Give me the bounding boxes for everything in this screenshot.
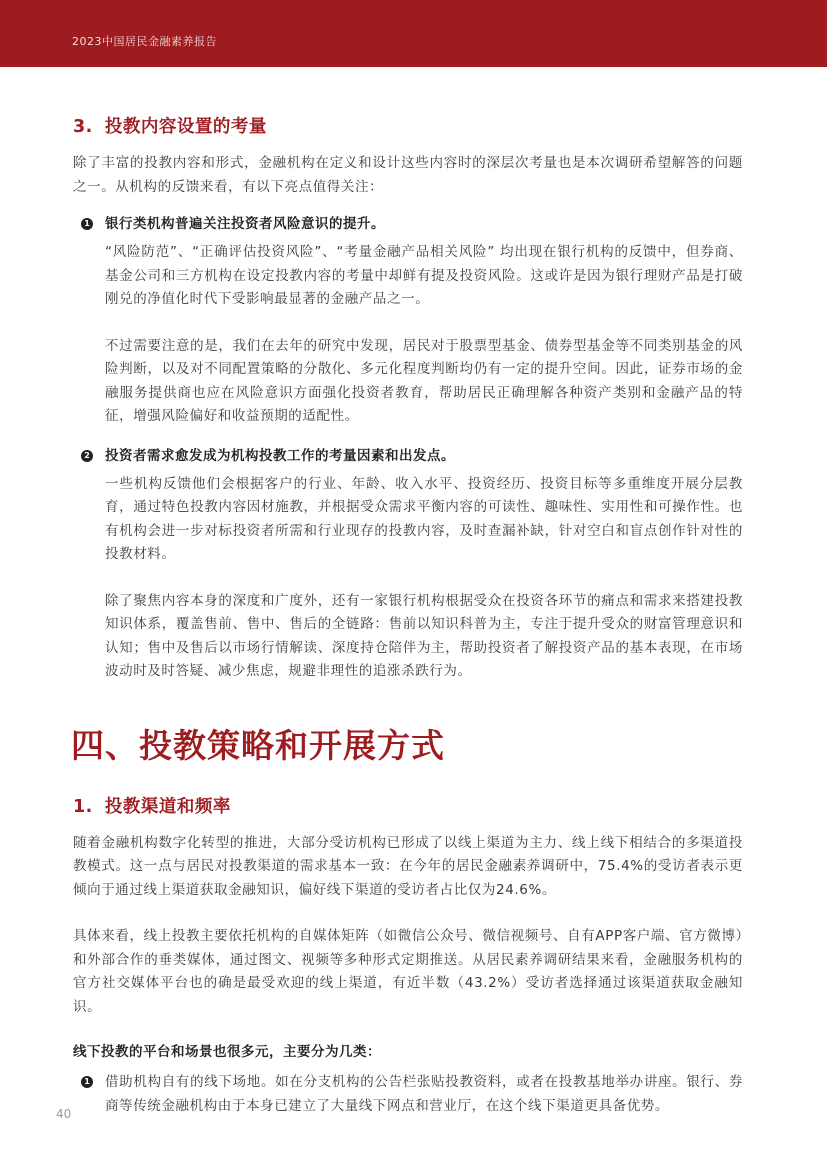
number-badge-icon: 1 [81,218,93,230]
number-badge-icon: 1 [81,1076,93,1088]
page-number: 40 [56,1107,72,1121]
section-number: 1. [73,796,93,817]
list-item [73,445,743,467]
bullet-body [73,473,743,684]
chapter-title: 四、投教策略和开展方式 [71,725,445,765]
page-header [0,0,827,67]
paragraph: 不过需要注意的是，我们在去年的研究中发现，居民对于股票型基金、债券型基金等不同类别基金的风险判断，以及对不同配置策略的分散化、多元化程度判断均仍有一定的提升空间。因此，证券市场的金融服务提供商也应在风险意识方面强化投资者教育，帮助居民正确理解各种资产类别和金融产品的特征，增强风险偏好和收益预期的适配性。 [105,337,743,424]
paragraph: 除了聚焦内容本身的深度和广度外，还有一家银行机构根据受众在投资各环节的痛点和需求来搭建投教知识体系，覆盖售前、售中、售后的全链路：售前以知识科普为主，专注于提升受众的财富管理意识和认知；售中及售后以市场行情解读、深度持仓陪伴为主，帮助投资者了解投资产品的基本表现，在市场波动时及时答疑、减少焦虑，规避非理性的追涨杀跌行为。 [105,592,743,679]
paragraph: “风险防范”、“正确评估投资风险”、“考量金融产品相关风险” 均出现在银行机构的反馈中，但券商、基金公司和三方机构在设定投教内容的考量中却鲜有提及投资风险。这或许是因为银行理财产品是打破刚兑的净值化时代下受影响最显著的金融产品之一。 [105,244,743,307]
list-item [73,213,743,235]
paragraph: 借助机构自有的线下场地。如在分支机构的公告栏张贴投教资料，或者在投教基地举办讲座。银行、券商等传统金融机构由于本身已建立了大量线下网点和营业厅，在这个线下渠道更具备优势。 [105,1074,743,1114]
bullet-title: 银行类机构普遍关注投资者风险意识的提升。 [105,216,385,232]
paragraph: 一些机构反馈他们会根据客户的行业、年龄、收入水平、投资经历、投资目标等多重维度开展分层教育，通过特色投教内容因材施教，并根据受众需求平衡内容的可读性、趣味性、实用性和可操作性。也有机构会进一步对标投资者所需和行业现存的投教内容，及时查漏补缺，针对空白和盲点创作针对性的投教材料。 [105,475,743,562]
paragraph: 随着金融机构数字化转型的推进，大部分受访机构已形成了以线上渠道为主力、线上线下相结合的多渠道投教模式。这一点与居民对投教渠道的需求基本一致：在今年的居民金融素养调研中，75.4%的受访者表示更倾向于通过线上渠道获取金融知识，偏好线下渠道的受访者占比仅为24.6%。 [73,834,743,898]
section-intro: 除了丰富的投教内容和形式，金融机构在定义和设计这些内容时的深层次考量也是本次调研希望解答的问题之一。从机构的反馈来看，有以下亮点值得关注： [73,155,743,195]
report-title: 2023中国居民金融素养报告 [72,35,217,48]
number-badge-icon: 2 [81,450,93,462]
bullet-body [73,241,743,429]
section-number: 3. [73,117,93,137]
section-heading [73,793,743,818]
section-title: 投教渠道和频率 [104,796,231,817]
list-item [73,1071,743,1118]
paragraph: 具体来看，线上投教主要依托机构的自媒体矩阵（如微信公众号、微信视频号、自有APP客户端、官方微博）和外部合作的垂类媒体，通过图文、视频等多种形式定期推送。从居民素养调研结果来看，金融服务机构的官方社交媒体平台也的确是最受欢迎的线上渠道，有近半数（43.2%）受访者选择通过该渠道获取金融知识。 [73,928,743,1015]
offline-heading: 线下投教的平台和场景也很多元，主要分为几类： [73,1044,381,1060]
section-heading [73,113,743,138]
page-content [73,113,743,1118]
section-title: 投教内容设置的考量 [104,117,267,137]
bullet-title: 投资者需求愈发成为机构投教工作的考量因素和出发点。 [105,447,455,464]
